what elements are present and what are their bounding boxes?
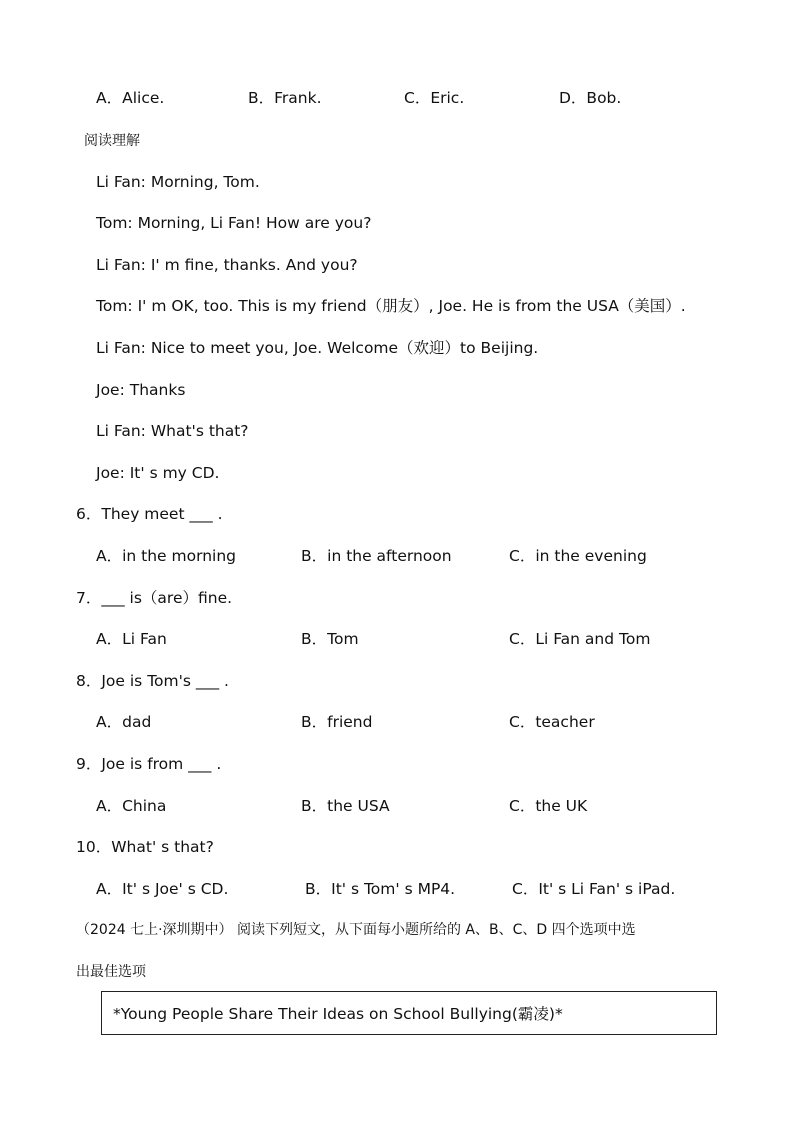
dialogue-line: Tom: I' m OK, too. This is my friend（朋友）, Joe. He is from the USA（美国）. <box>96 297 686 315</box>
question-stem: 10．What' s that? <box>76 838 214 856</box>
question-option: A．It' s Joe' s CD. <box>96 880 229 898</box>
dialogue-line: Li Fan: Nice to meet you, Joe. Welcome（欢迎）to Beijing. <box>96 339 539 357</box>
dialogue-line: Joe: It' s my CD. <box>96 464 220 482</box>
question-option: B．friend <box>301 713 373 731</box>
dialogue-line: Li Fan: Morning, Tom. <box>96 173 260 191</box>
question-option: C．teacher <box>509 713 595 731</box>
question-stem: 6．They meet ___ . <box>76 505 223 523</box>
question-option: B．in the afternoon <box>301 547 452 565</box>
passage-title-box <box>101 991 717 1035</box>
dialogue-line: Joe: Thanks <box>96 381 186 399</box>
question-stem: 8．Joe is Tom's ___ . <box>76 672 229 690</box>
instruction-text: 出最佳选项 <box>76 964 146 980</box>
option-c: C．Eric. <box>404 89 465 107</box>
option-b: B．Frank. <box>248 89 322 107</box>
question-option: C．the UK <box>509 797 588 815</box>
question-stem: 9．Joe is from ___ . <box>76 755 222 773</box>
option-d: D．Bob. <box>559 89 622 107</box>
question-option: A．dad <box>96 713 152 731</box>
section-label: 阅读理解 <box>84 133 140 149</box>
question-option: C．in the evening <box>509 547 647 565</box>
question-option: B．the USA <box>301 797 390 815</box>
question-option: A．in the morning <box>96 547 236 565</box>
question-option: C．It' s Li Fan' s iPad. <box>512 880 676 898</box>
question-option: A．Li Fan <box>96 630 167 648</box>
question-stem: 7．___ is（are）fine. <box>76 589 233 607</box>
dialogue-line: Tom: Morning, Li Fan! How are you? <box>96 214 372 232</box>
question-option: C．Li Fan and Tom <box>509 630 651 648</box>
dialogue-line: Li Fan: I' m fine, thanks. And you? <box>96 256 358 274</box>
question-option: B．Tom <box>301 630 359 648</box>
option-a: A．Alice. <box>96 89 165 107</box>
passage-title: *Young People Share Their Ideas on School Bullying(霸凌)* <box>113 1005 563 1023</box>
question-option: B．It' s Tom' s MP4. <box>305 880 456 898</box>
question-option: A．China <box>96 797 167 815</box>
instruction-text: （2024 七上·深圳期中） 阅读下列短文，从下面每小题所给的 A、B、C、D 四个选项中选 <box>76 922 636 938</box>
dialogue-line: Li Fan: What's that? <box>96 422 249 440</box>
